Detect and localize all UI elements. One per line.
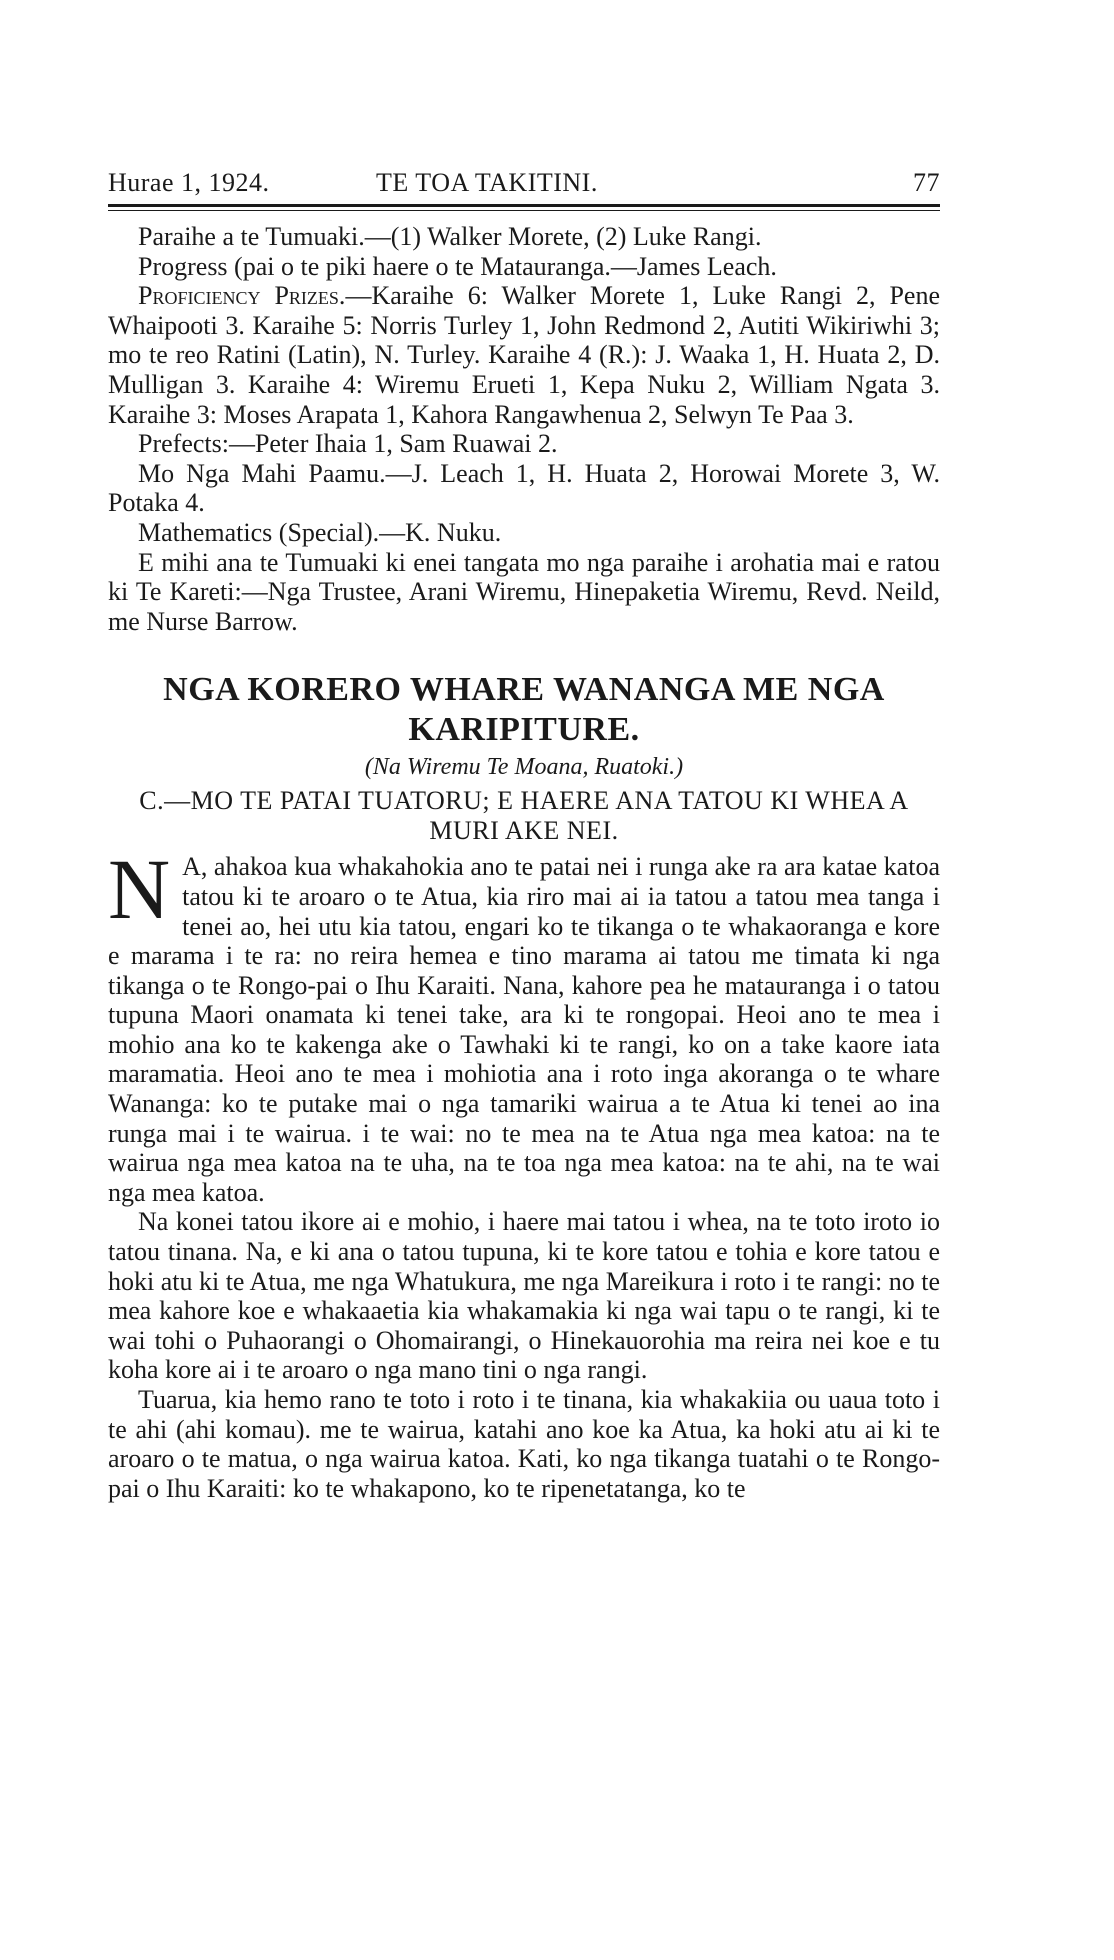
proficiency-label: Proficiency Prizes. — [138, 281, 346, 311]
article-heading: NGA KORERO WHARE WANANGA ME NGA KARIPITURE. — [163, 671, 885, 749]
article-paragraph-2: Na konei tatou ikore ai e mohio, i haere mai tatou i whea, na te toto iroto io tatou tinana. Na, e ki ana o tatou tupuna, ki te kore tatou e tohia e kore tatou e hoki atu ki te Atua, me nga Whatukura, me nga Mareikura i roto i te rangi: no te mea kahore koe e whakaaetia kia whakamakia ki nga wai tapu o te rangi, ki te wai tohi o Puhaorangi o Ohomairangi, o Hinekauorohia ma reira nei koe e tu koha kore ai i te aroaro o nga mano tini o nga rangi. — [108, 1207, 940, 1385]
running-header — [108, 168, 940, 202]
article-body — [108, 841, 940, 1503]
award-mathematics: Mathematics (Special).—K. Nuku. — [138, 517, 502, 547]
drop-cap: N — [108, 841, 171, 938]
page-number: 77 — [913, 168, 940, 197]
award-progress: Progress (pai o te piki haere o te Matauranga.—James Leach. — [138, 251, 777, 281]
award-principal: Paraihe a te Tumuaki.—(1) Walker Morete, (2) Luke Rangi. — [138, 222, 762, 251]
header-rule-thick — [108, 204, 940, 207]
paragraph-1-text: A, ahakoa kua whakahokia ano te patai nei i runga ake ra ara katae katoa tatou ki te aroaro o te Atua, kia riro mai ai ia tatou a tatou mea tanga i tenei ao, hei utu kia tatou, engari ko te tikanga o te whakaoranga e kore e marama i te ra: no reira hemea e tino marama ai tatou me timata ki nga tikanga o te Rongo-pai o Ihu Karaiti. Nana, kahore pea he matauranga i o tatou tupuna Maori onamata ki tenei take, ara ki te rongopai. Heoi ano te mea i mohio ana ko te kakenga ake o Tawhaki ki te rangi, ko on a take kaore iata maramatia. Heoi ano te mea i mohiotia ana i roto inga akoranga o te whare Wananga: ko te putake mai o nga tamariki wairua a te Atua ki tenei ao ina runga mai i te wairua. i te wai: no te mea na te Atua nga mea katoa: na te wairua nga mea katoa na te uha, na te toa nga mea katoa: na te ahi, na te wai nga mea katoa. — [108, 852, 940, 1207]
award-farm-work: Mo Nga Mahi Paamu.—J. Leach 1, H. Huata 2, Horowai Morete 3, W. Potaka 4. — [108, 458, 940, 518]
article-paragraph-1 — [108, 841, 940, 1207]
publication-title: TE TOA TAKITINI. — [376, 168, 598, 197]
award-prefects: Prefects:—Peter Ihaia 1, Sam Ruawai 2. — [138, 429, 558, 459]
thanks-paragraph: E mihi ana te Tumuaki ki enei tangata mo nga paraihe i arohatia mai e ratou ki Te Kareti:—Nga Trustee, Arani Wiremu, Hinepaketia Wiremu, Revd. Neild, me Nurse Barrow. — [108, 547, 940, 636]
header-rule-thin — [108, 210, 940, 211]
award-proficiency — [108, 281, 940, 429]
article-byline: (Na Wiremu Te Moana, Ruatoki.) — [364, 754, 684, 781]
proficiency-text: —Karaihe 6: Walker Morete 1, Luke Rangi 2, Pene Whaipooti 3. Karaihe 5: Norris Turley 1, John Redmond 2, Autiti Wikiriwhi 3; mo te reo Ratini (Latin), N. Turley. Karaihe 4 (R.): J. Waaka 1, H. Huata 2, D. Mulligan 3. Karaihe 4: Wiremu Erueti 1, Kepa Nuku 2, William Ngata 3. Karaihe 3: Moses Arapata 1, Kahora Rangawhenua 2, Selwyn Te Paa 3. — [108, 281, 940, 429]
text-column — [108, 222, 940, 1503]
article-subheading: C.—MO TE PATAI TUATORU; E HAERE ANA TATOU KI WHEA A MURI AKE NEI. — [139, 786, 909, 846]
issue-date: Hurae 1, 1924. — [108, 168, 270, 197]
article-paragraph-3: Tuarua, kia hemo rano te toto i roto i te tinana, kia whakakiia ou uaua toto i te ahi (ahi komau). me te wairua, katahi ano koe ka Atua, ka hoki atu ai ki te aroaro o te matua, o nga wairua katoa. Kati, ko nga tikanga tuatahi o te Rongo-pai o Ihu Karaiti: ko te whakapono, ko te ripenetatanga, ko te — [108, 1385, 940, 1503]
